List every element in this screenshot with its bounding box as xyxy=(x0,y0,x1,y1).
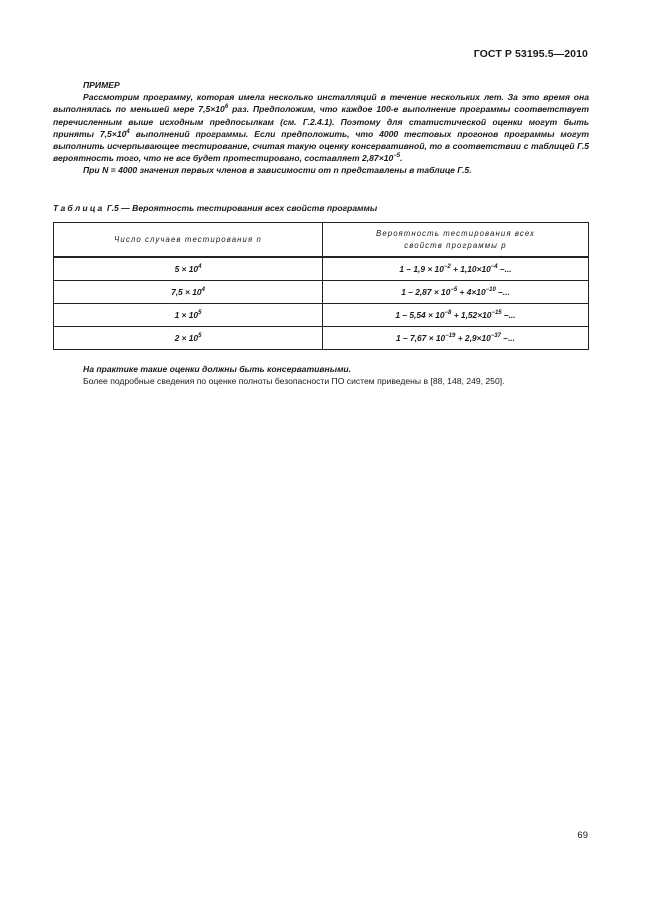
document-code: ГОСТ Р 53195.5—2010 xyxy=(473,48,588,60)
table-row xyxy=(54,257,589,281)
example-title: ПРИМЕР xyxy=(83,80,120,90)
table-caption-label: Таблица xyxy=(53,203,105,213)
probability-table xyxy=(53,222,589,350)
cell-n: $1 \times 10^5$ xyxy=(54,304,323,327)
exponent: 6 xyxy=(224,104,229,111)
cell-n: $2 \times 10^5$ xyxy=(54,327,323,350)
header-cell-n: Число случаев тестирования n xyxy=(54,223,323,258)
cell-p: $1 - 1,9 \times 10^{-2} + 1,10\times 10^{-4}$ –... xyxy=(323,257,589,281)
header-cell-p xyxy=(323,223,589,258)
table-caption-text: Г.5 — Вероятность тестирования всех свойств программы xyxy=(104,203,378,213)
conclusion-references: Более подробные сведения по оценке полноты безопасности ПО систем приведены в [88, 148, 249, 250]. xyxy=(83,376,505,386)
conclusion-bold: На практике такие оценки должны быть консервативными. xyxy=(83,364,352,374)
table-header-row xyxy=(54,223,589,258)
table-row xyxy=(54,281,589,304)
table-row xyxy=(54,327,589,350)
cell-p: $1 - 7,67 \times 10^{-19} + 2,9\times 10^{-37}$ –... xyxy=(323,327,589,350)
example-paragraph-1 xyxy=(53,91,589,164)
exponent: −5 xyxy=(393,153,401,160)
conclusion-block xyxy=(53,363,589,387)
example-text: раз. Предположим, что каждое 100-е выполнение программы соответствует перечисленным выше исходным предпосылкам (см. Г.2.4.1). Поэтому для статистической оценки могут быть приняты 7,5×10 xyxy=(53,104,589,139)
header-text: свойств программы p xyxy=(404,240,507,250)
example-text: выполнений программы. Если предположить, что 4000 тестовых прогонов программы могут выполнить исчерпывающее тестирование, считая такую оценку консервативной, то в соответствии с таблицей Г.5 вероятность того, что не все будет протестировано, составляет 2,87×10 xyxy=(53,128,589,164)
example-text: . xyxy=(400,153,403,164)
cell-p: $1 - 5,54 \times 10^{-8} + 1,52\times 10^{-15}$ –... xyxy=(323,304,589,327)
cell-n: $7,5 \times 10^4$ xyxy=(54,281,323,304)
example-paragraph-2: При N = 4000 значения первых членов в зависимости от n представлены в таблице Г.5. xyxy=(83,165,472,176)
cell-n: $5 \times 10^4$ xyxy=(54,257,323,281)
example-block xyxy=(53,79,589,177)
example-text: Рассмотрим программу, которая имела несколько инсталляций в течение нескольких лет. За это время она выполнялась по меньшей мере 7,5×10 xyxy=(53,92,589,115)
table-row xyxy=(54,304,589,327)
table-caption xyxy=(53,203,377,213)
page-number: 69 xyxy=(577,830,588,841)
exponent: 4 xyxy=(126,128,130,135)
cell-p: $1 - 2,87 \times 10^{-5} + 4\times 10^{-10}$ –... xyxy=(323,281,589,304)
header-text: Вероятность тестирования всех xyxy=(376,228,535,238)
